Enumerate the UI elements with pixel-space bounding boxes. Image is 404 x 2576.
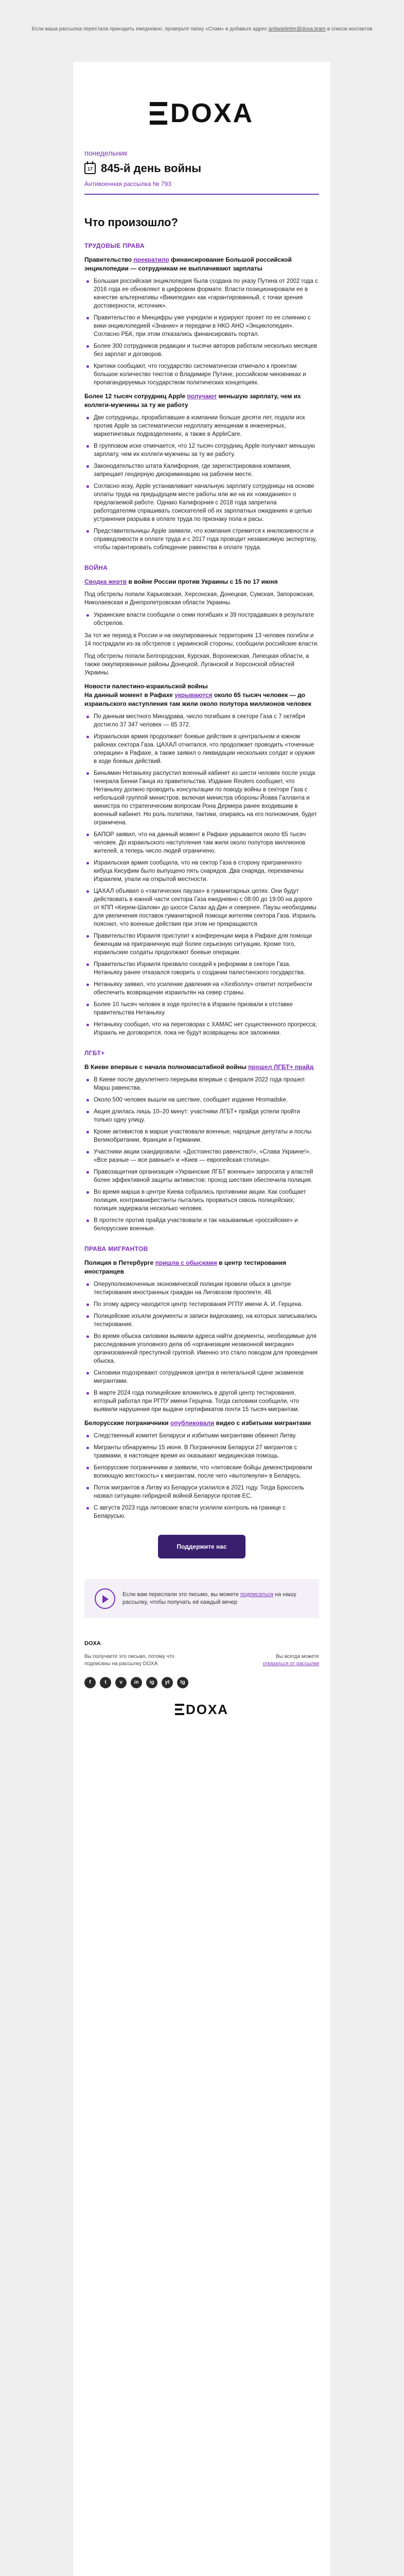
list-item: Более 300 сотрудников редакции и тысячи авторов работали несколько месяцев без зарплат и договоров. <box>84 342 319 359</box>
news-list <box>84 1432 319 1520</box>
list-item: В Киеве после двухлетнего перерыва впервые с февраля 2022 года прошел Марш равенства. <box>84 1076 319 1092</box>
social-icon[interactable]: tg <box>177 1677 188 1688</box>
headline-link[interactable]: прошел ЛГБТ+ прайд <box>248 1063 314 1071</box>
list-item: Поток мигрантов в Литву из Беларуси усилился в 2021 году. Тогда Брюссель назвал ситуацию гибридной войной Беларуси против ЕС. <box>84 1484 319 1500</box>
list-item: Акция длилась лишь 10–20 минут: участники ЛГБТ+ прайда успели пройти только одну улицу. <box>84 1108 319 1124</box>
list-item: По данным местного Минздрава, число погибших в секторе Газа с 7 октября достигло 37 347 человек — 85 372. <box>84 713 319 729</box>
list-item: Критики сообщают, что государство систематически отмечало к проектам большое количество текстов о Владимире Путине, российском чиновниках и пропагандируемых государством политических концепциях. <box>84 362 319 387</box>
headline-link[interactable]: опубликовали <box>170 1419 215 1427</box>
headline-link[interactable]: получают <box>187 393 217 400</box>
social-icon[interactable]: t <box>100 1677 111 1688</box>
list-item: Силовики подозревают сотрудников центра в нелегальной сдаче экзаменов мигрантами. <box>84 1369 319 1385</box>
weekday: понедельник <box>84 149 128 157</box>
list-item: Законодательство штата Калифорния, где зарегистрирована компания, запрещает гендерную дискриминацию на рабочем месте. <box>84 462 319 479</box>
news-headline: Новости палестино-израильской войны На данный момент в Рафахе укрываются около 65 тысяч человек — до израильского наступления там жили около полутора миллионов человек <box>84 683 311 707</box>
social-icon[interactable]: f <box>84 1677 96 1688</box>
section-heading: ВОЙНА <box>84 564 108 571</box>
footer-row <box>84 1653 319 1668</box>
list-item: С августа 2023 года литовские власти усилили контроль на границе с Беларусью. <box>84 1504 319 1520</box>
news-headline: Более 12 тысяч сотрудниц Apple получают меньшую зарплату, чем их коллеги-мужчины за ту же работу <box>84 393 301 409</box>
section-heading: ТРУДОВЫЕ ПРАВА <box>84 242 145 249</box>
list-item: Оперуполномоченные экономической полиции провели обыск в центре тестирования иностранных граждан на Лиговском проспекте, 48. <box>84 1280 319 1297</box>
list-item: Представительницы Apple заявили, что компания стремится к инклюзивности и справедливости в оплате труда и с 2017 года проводит независимую экспертизу, чтобы гарантировать соблюдение равенства в оплате труда. <box>84 527 319 552</box>
list-item: Правительство и Минцифры уже учредили и курируют проект по ее слиянию с вики-энциклопедией «Знание» и передачи в НКО АНО «Энциклопедия». Согласно РБК, при этом отказались финансировать портал. <box>84 314 319 338</box>
top-notice <box>0 26 404 32</box>
war-day-title: 845-й день войны <box>101 162 202 175</box>
list-item: Правозащитная организация «Украинские ЛГБТ военные» запросила у властей более эффективной защиты активистов; проход шествия обеспечила полиция. <box>84 1168 319 1184</box>
news-list <box>84 611 319 628</box>
date-block <box>84 148 319 195</box>
logo-text: DOXA <box>170 98 254 128</box>
cta-wrap <box>84 1535 319 1558</box>
list-item: Белорусские пограничники и заявили, что «литовские бойцы демонстрировали вопиющую жестокость» к мигрантам, после чего «вытолкнули» в Беларусь. <box>84 1464 319 1480</box>
news-paragraph: За тот же период в России и на оккупированных территориях 13 человек погибли и 14 пострадали из-за обстрелов с украинской стороны, сообщили российские власти. <box>84 633 319 647</box>
footer-logo[interactable]: DOXA <box>84 1704 319 1715</box>
headline-link[interactable]: укрываются <box>174 691 213 699</box>
list-item: Правительство Израиля призвало соседей к реформам в секторе Газа. Нетаньяху ранее отказался говорить о создании палестинского государства. <box>84 960 319 977</box>
list-item: В марте 2024 года полицейские вломились в другой центр тестирования, который работал при РГПУ имени Герцена. Тогда силовики сообщили, что выявили нарушения при выдаче сертификатов почти 15 тысяч мигрантам. <box>84 1389 319 1414</box>
footer-name: DOXA <box>84 1640 101 1647</box>
footer-right: Вы всегда можете отказаться от рассылки <box>262 1654 319 1667</box>
forward-text: Если вам переслали это письмо, вы можете подписаться на нашу рассылку, чтобы получать её каждый вечер <box>122 1591 296 1605</box>
news-headline: Полиция в Петербурге пришла с обысками в центр тестирования иностранцев <box>84 1259 287 1275</box>
list-item: Мигранты обнаружены 15 июня. В Пограничном Беларуси 27 мигрантов с травмами, в настоящее время их оказывают медицинская помощь. <box>84 1444 319 1460</box>
forward-arrow-icon <box>95 1588 115 1609</box>
list-item: Полицейские изъяли документы и записи видеокамер, на которых записывались тестирования. <box>84 1312 319 1329</box>
list-item: Около 500 человек вышли на шествие, сообщает издание Hromadske. <box>84 1096 319 1104</box>
social-icon[interactable]: yt <box>162 1677 173 1688</box>
news-paragraph: Под обстрелы попали Харьковская, Херсонская, Донецкая, Сумская, Запорожская, Николаевская и Днепропетровская области Украины. <box>84 591 314 606</box>
list-item: Украинские власти сообщили о семи погибших и 39 пострадавших в результате обстрелов. <box>84 611 319 628</box>
forward-box <box>84 1579 319 1618</box>
news-headline: В Киеве впервые с начала полномасштабной войны прошел ЛГБТ+ прайд <box>84 1063 314 1071</box>
section-heading: ПРАВА МИГРАНТОВ <box>84 1245 148 1252</box>
headline-link[interactable]: пришла с обысками <box>155 1259 217 1266</box>
logo-e-mark-icon <box>150 102 167 125</box>
news-headline: Правительство прекратило финансирование Большой российской энциклопедии — сотрудникам не выплачивают зарплаты <box>84 256 292 272</box>
list-item: Большая российская энциклопедия была создана по указу Путина от 2002 года с 2016 года ее обновляют в цифровом формате. Власти позиционировали ее в качестве альтернативы «Википедии» как «гарантированный, с точки зрения достоверности, источник». <box>84 277 319 310</box>
newsletter-card <box>73 62 330 2576</box>
section-heading: ЛГБТ+ <box>84 1049 105 1057</box>
footer-left-text: Вы получаете это письмо, потому что подписаны на рассылку DOXA <box>84 1654 174 1667</box>
subscribe-link[interactable]: подписаться <box>240 1591 273 1598</box>
top-notice-suffix: в список контактов <box>327 26 373 32</box>
social-icon[interactable]: ig <box>146 1677 157 1688</box>
news-list <box>84 1076 319 1233</box>
day-row <box>84 162 319 175</box>
list-item: Согласно иску, Apple устанавливает начальную зарплату сотрудницы на основе оплаты труда на предыдущем месте работы или же на их «ожиданиях» о предлагаемой работе. Однако Калифорния с 2018 года запретила работодателям спрашивать соискателей об их зарплатных ожиданиях и целью устранения разрыва в оплате труда по признаку пола и расы. <box>84 482 319 523</box>
unsubscribe-link[interactable]: отказаться от рассылки <box>262 1661 319 1667</box>
list-item: Нетаньяху сообщил, что на переговорах с ХАМАС нет существенного прогресса; Израиль не договорится, пока не будут возвращены все заложники. <box>84 1021 319 1037</box>
news-sections <box>84 241 319 1520</box>
list-item: По этому адресу находится центр тестирования РГПУ имени А. И. Герцена. <box>84 1300 319 1309</box>
news-headline: Сводка жертв в войне России против Украины с 15 по 17 июня <box>84 578 278 585</box>
news-list <box>84 713 319 1037</box>
list-item: ЦАХАЛ объявил о «тактических паузах» в гуманитарных целях. Они будут действовать в южной части сектора Газа ежедневно с 08:00 до 19:00 на дороге от КПП «Керем-Шалом» до шоссе Салах ад-Дин и севернее. Паузы необходимы для увеличения поставок гуманитарной помощи жителям сектора Газа. Израиль пояснил, что военные действия при этом не прекращаются. <box>84 887 319 928</box>
list-item: Нетаньяху заявил, что усиление давления на «Хезболлу» ответит потребности обеспечить возвращение израильтян на север страны. <box>84 980 319 997</box>
news-list <box>84 277 319 387</box>
list-item: Следственный комитет Беларуси и избитыми мигрантами обвинил Литву. <box>84 1432 319 1440</box>
news-headline: Белорусские пограничники опубликовали видео с избитыми мигрантами <box>84 1419 311 1427</box>
list-item: Правительство Израиля приступит к конференции мира в Рафахе для помощи беженцам на приграничную ещё более серьезную ситуацию. Кроме того, израильские солдаты продолжают боевые операции. <box>84 932 319 957</box>
list-item: БАПОР заявил, что на данный момент в Рафахе укрываются около 65 тысяч человек. До израильского наступления там жили около полутора миллионов жителей, а теперь число людей ограничено. <box>84 831 319 855</box>
social-links <box>84 1677 319 1688</box>
headline-link[interactable]: Сводка жертв <box>84 578 127 585</box>
list-item: Две сотрудницы, проработавшие в компании больше десяти лет, подали иск против Apple за систематически недоплату женщинам в инженерных, маркетинговых подразделениях, а также в AppleCare. <box>84 414 319 438</box>
divider <box>84 194 319 195</box>
list-item: Во время марша в центре Киева собрались противники акции. Как сообщает полиция, контрманифестанты пытались прорваться сквозь полицейских; полиция задержала несколько человек. <box>84 1188 319 1213</box>
list-item: В протесте против прайда участвовали и так называемые «российские» и белорусские военные. <box>84 1216 319 1233</box>
headline-link[interactable]: прекратило <box>133 256 169 263</box>
list-item: Участники акции скандировали: «Достоинство равенство!», «Слава Украине!», «Все разные — все равные!» и «Киев — европейская столица». <box>84 1148 319 1164</box>
social-icon[interactable]: v <box>115 1677 127 1688</box>
doxa-logo[interactable] <box>84 88 319 139</box>
list-item: Израильская армия продолжает боевые действия в центральном и южном районах сектора Газа. ЦАХАЛ отчитался, что продолжает проводить «точечные операции» в Рафахе, а также заявил о ликвидации нескольких солдат и оружия в ходе боевых действий. <box>84 733 319 766</box>
list-item: Израильская армия сообщила, что на сектор Газа в сторону приграничного кибуца Кисуфим было выпущено пять снарядов. Два снаряда, перехвачены Израилем, упали на открытой местности. <box>84 859 319 884</box>
social-icon[interactable]: in <box>131 1677 142 1688</box>
list-item: Во время обыска силовики выявили адреса найти документы, необходимые для расследования уголовного дела об «организации незаконной миграции» организованной преступной группой. Именно это стало поводом для проведения обыска. <box>84 1332 319 1365</box>
logo-e-mark-icon <box>175 1704 184 1715</box>
top-notice-text: Если ваша рассылка перестала приходить ежедневно, проверьте папку «Спам» и добавьте адрес <box>31 26 267 32</box>
issue-number: Антивоенная рассылка № 793 <box>84 180 171 188</box>
section-title: Что произошло? <box>84 216 178 229</box>
news-list <box>84 1280 319 1414</box>
news-list <box>84 414 319 552</box>
calendar-icon: 17 <box>84 163 96 174</box>
list-item: Кроме активистов в марше участвовали военные, народные депутаты и послы Великобритании, Франции и Германии. <box>84 1128 319 1144</box>
list-item: В групповом иске отмечается, что 12 тысяч сотрудниц Apple получают меньшую зарплату, чем их коллеги-мужчины за ту же работу. <box>84 442 319 459</box>
footer <box>84 1639 319 1715</box>
list-item: Более 10 тысяч человек в ходе протеста в Израиле призвали к отставке правительства Нетаньяху. <box>84 1001 319 1017</box>
support-button[interactable]: Поддержите нас <box>158 1535 245 1558</box>
email-link[interactable]: antiwarletter@doxa.team <box>268 26 326 32</box>
news-paragraph: Под обстрелы попали Белгородская, Курская, Воронежская, Липецкая области, а также оккупированные районы Донецкой, Луганской и Херсонской областей Украины. <box>84 653 309 676</box>
list-item: Биньямин Нетаньяху распустил военный кабинет из шести человек после ухода генерала Бенни Ганца из правительства. Издание Reuters сообщает, что Нетаньяху должно проводить консультации по поводу войны в секторе Газа с небольшой группой министров, включая министра обороны Йоава Галланта и министра по стратегическим вопросам Рона Дермера ранее входившим в военный кабинет. Но роль политики, тактики, опираясь на его полномочия, будет ограничена. <box>84 769 319 827</box>
